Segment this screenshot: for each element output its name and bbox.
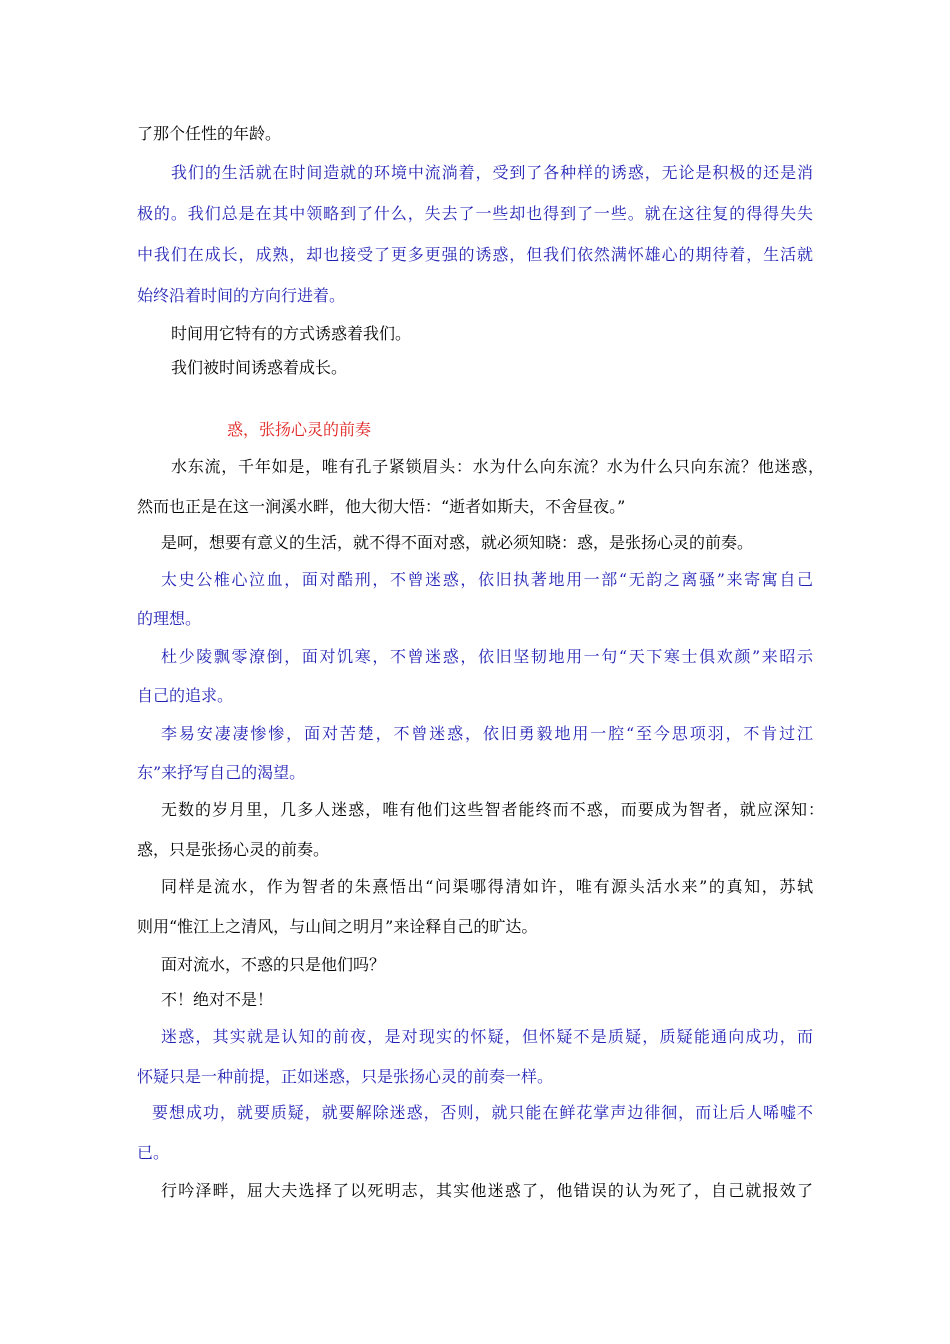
paragraph-1-line-2: 中我们在成长，成熟，却也接受了更多更强的诱惑，但我们依然满怀雄心的期待着，生活就 (137, 245, 813, 264)
paragraph-9-line-1: 东”来抒写自己的渴望。 (137, 763, 306, 782)
paragraph-1-line-0: 我们的生活就在时间造就的环境中流淌着，受到了各种样的诱惑，无论是积极的还是消 (171, 163, 813, 182)
paragraph-14-line-1: 怀疑只是一种前提，正如迷惑，只是张扬心灵的前奏一样。 (137, 1067, 554, 1086)
paragraph-16-line-0: 行吟泽畔，屈大夫选择了以死明志，其实他迷惑了，他错误的认为死了，自己就报效了 (161, 1181, 813, 1200)
paragraph-0-line-0: 了那个任性的年龄。 (137, 124, 282, 143)
paragraph-5-line-1: 然而也正是在这一涧溪水畔，他大彻大悟：“逝者如斯夫，不舍昼夜。” (137, 497, 626, 516)
paragraph-10-line-0: 无数的岁月里，几多人迷惑，唯有他们这些智者能终而不惑，而要成为智者，就应深知： (161, 800, 824, 819)
paragraph-3-line-0: 我们被时间诱惑着成长。 (171, 358, 348, 377)
paragraph-14-line-0: 迷惑，其实就是认知的前夜，是对现实的怀疑，但怀疑不是质疑，质疑能通向成功，而 (161, 1027, 813, 1046)
paragraph-2-line-0: 时间用它特有的方式诱惑着我们。 (171, 324, 412, 343)
paragraph-13-line-0: 不！绝对不是！ (161, 990, 274, 1009)
paragraph-10-line-1: 惑，只是张扬心灵的前奏。 (137, 840, 330, 859)
paragraph-15-line-1: 已。 (137, 1143, 170, 1162)
paragraph-6-line-0: 是呵，想要有意义的生活，就不得不面对惑，就必须知晓：惑，是张扬心灵的前奏。 (161, 533, 754, 552)
paragraph-1-line-1: 极的。我们总是在其中领略到了什么，失去了一些却也得到了一些。就在这往复的得得失失 (137, 204, 813, 223)
paragraph-15-line-0: 要想成功，就要质疑，就要解除迷惑，否则，就只能在鲜花掌声边徘徊，而让后人唏嘘不 (152, 1103, 813, 1122)
paragraph-8-line-1: 自己的追求。 (137, 686, 234, 705)
paragraph-8-line-0: 杜少陵飘零潦倒，面对饥寒，不曾迷惑，依旧坚韧地用一句“天下寒士俱欢颜”来昭示 (161, 647, 813, 666)
paragraph-7-line-0: 太史公椎心泣血，面对酷刑，不曾迷惑，依旧执著地用一部“无韵之离骚”来寄寓自己 (161, 570, 813, 589)
paragraph-11-line-1: 则用“惟江上之清风，与山间之明月”来诠释自己的旷达。 (137, 917, 538, 936)
paragraph-1-line-3: 始终沿着时间的方向行进着。 (137, 286, 346, 305)
paragraph-11-line-0: 同样是流水，作为智者的朱熹悟出“问渠哪得清如许，唯有源头活水来”的真知，苏轼 (161, 877, 813, 896)
section-heading: 惑，张扬心灵的前奏 (227, 420, 372, 439)
paragraph-12-line-0: 面对流水，不惑的只是他们吗？ (161, 955, 386, 974)
paragraph-9-line-0: 李易安凄凄惨惨，面对苦楚，不曾迷惑，依旧勇毅地用一腔“至今思项羽，不肯过江 (161, 724, 813, 743)
paragraph-5-line-0: 水东流，千年如是，唯有孔子紧锁眉头：水为什么向东流？水为什么只向东流？他迷惑， (171, 457, 824, 476)
paragraph-7-line-1: 的理想。 (137, 609, 202, 628)
